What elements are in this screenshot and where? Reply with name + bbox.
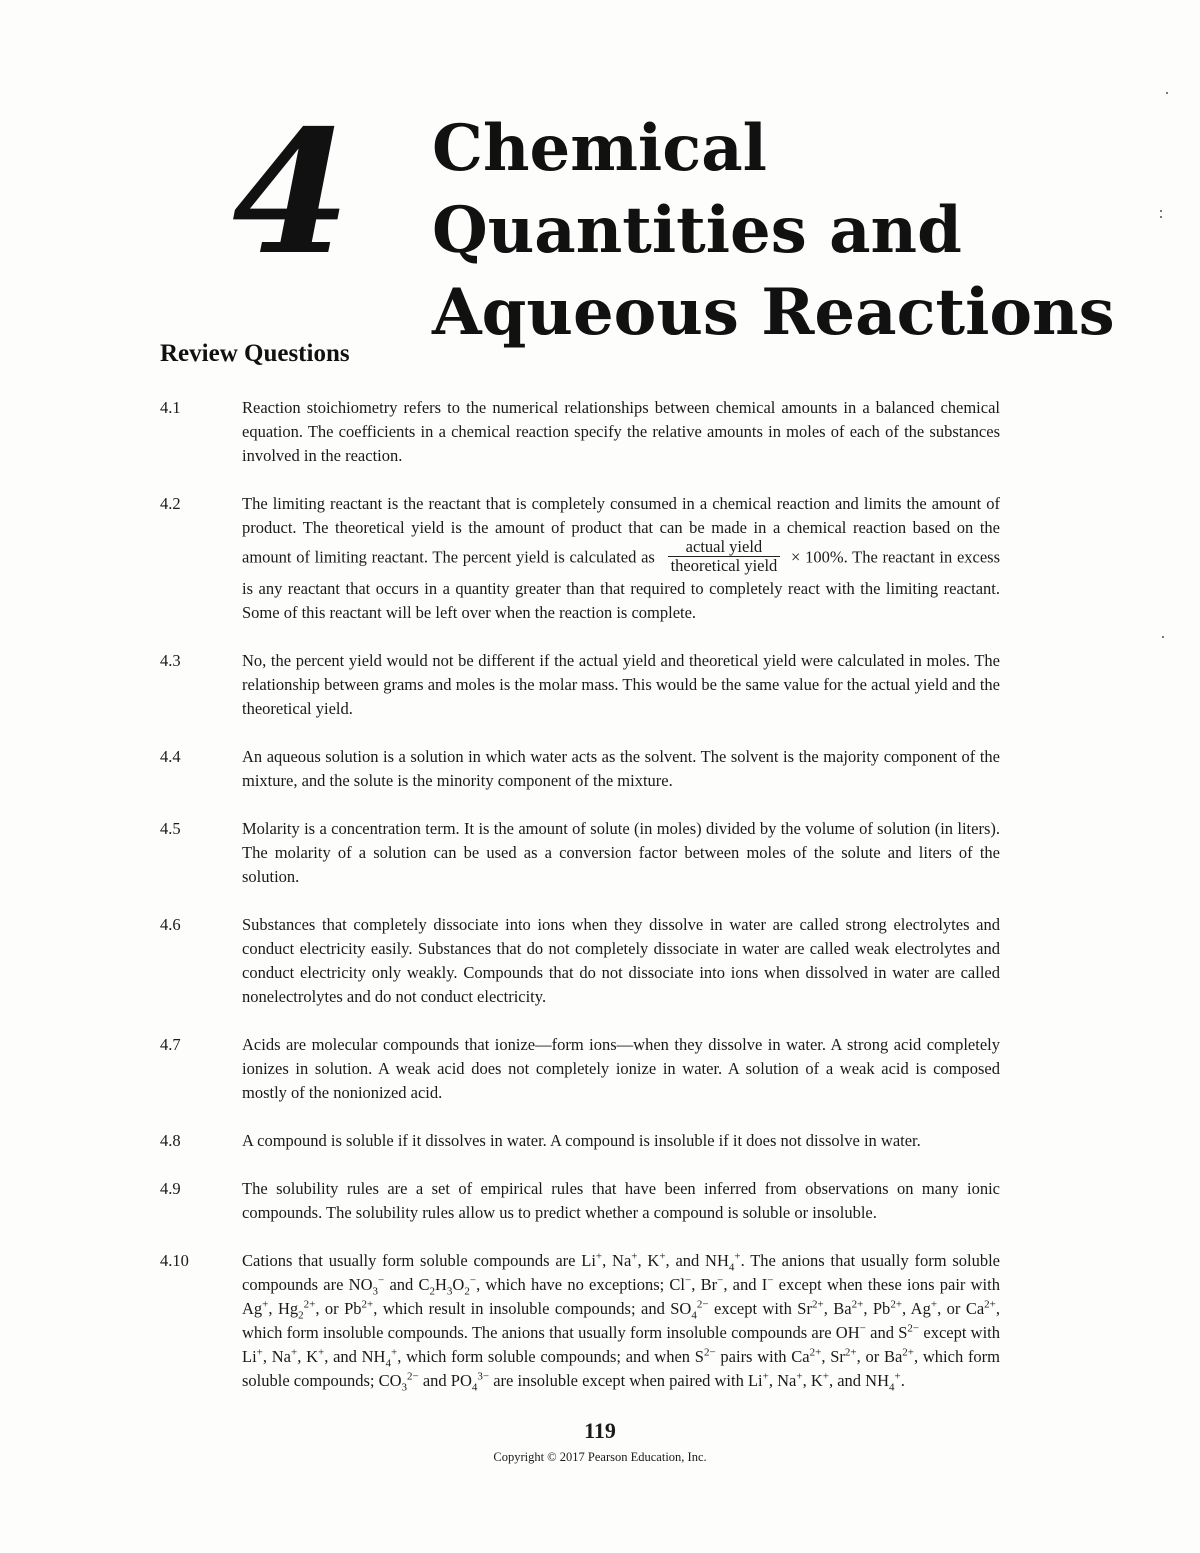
ion-charge: + <box>796 1370 803 1383</box>
ion-charge: 3− <box>477 1370 490 1383</box>
atom-subscript: 4 <box>691 1309 697 1322</box>
question-number: 4.2 <box>160 494 181 513</box>
ion-charge: 2− <box>696 1298 709 1311</box>
answer-text: , which form soluble compounds; and when S <box>397 1347 704 1366</box>
chapter-title-line: Aqueous Reactions <box>432 275 1115 350</box>
answer-text: , or Pb <box>315 1299 362 1318</box>
ion-charge: + <box>631 1250 638 1263</box>
question-item <box>160 1129 1000 1153</box>
atom-subscript: 4 <box>889 1381 895 1394</box>
question-answer <box>242 1249 1000 1393</box>
answer-text: except with Li <box>242 1323 1001 1366</box>
question-number: 4.8 <box>160 1131 181 1150</box>
answer-text: and C <box>384 1275 430 1294</box>
question-number: 4.9 <box>160 1179 181 1198</box>
review-questions-list <box>160 396 1000 1417</box>
question-number: 4.3 <box>160 651 181 670</box>
question-item <box>160 1177 1000 1225</box>
answer-text: , K <box>802 1371 823 1390</box>
ion-charge: + <box>734 1250 741 1263</box>
scan-speck <box>1166 92 1168 94</box>
copyright-notice: Copyright © 2017 Pearson Education, Inc. <box>493 1450 707 1464</box>
answer-text: , Pb <box>863 1299 891 1318</box>
question-item <box>160 1249 1000 1393</box>
answer-text: The limiting reactant is the reactant that is completely consumed in a chemical reaction and limits the amount of product. The theoretical yield is the amount of product that can be made in a chemical reaction based on the amount of limiting reactant. The percent yield is calculated as <box>242 494 1000 567</box>
ion-charge: + <box>762 1370 769 1383</box>
ion-charge: + <box>659 1250 666 1263</box>
ion-charge: 2+ <box>890 1298 903 1311</box>
atom-subscript: 4 <box>471 1381 478 1394</box>
atom-subscript: 3 <box>401 1381 407 1394</box>
answer-text: , which result in insoluble compounds; and SO <box>373 1299 692 1318</box>
question-answer: A compound is soluble if it dissolves in water. A compound is insoluble if it does not dissolve in water. <box>242 1131 921 1150</box>
answer-text: O <box>452 1275 465 1294</box>
percent-yield-fraction <box>668 538 781 575</box>
answer-text: except when these ions pair with Ag <box>242 1275 1000 1318</box>
ion-charge: 2− <box>907 1322 920 1335</box>
atom-subscript: 4 <box>728 1261 735 1274</box>
question-number: 4.5 <box>160 819 181 838</box>
answer-text: . The anions that usually form soluble compounds are NO <box>242 1251 1000 1294</box>
ion-charge: + <box>262 1298 269 1311</box>
ion-charge: + <box>256 1346 263 1359</box>
answer-text: , and I <box>723 1275 768 1294</box>
answer-text: , Ba <box>823 1299 852 1318</box>
ion-charge: 2+ <box>902 1346 915 1359</box>
ion-charge: + <box>390 1346 398 1359</box>
ion-charge: 2− <box>703 1346 716 1359</box>
ion-charge: 2+ <box>844 1346 857 1359</box>
question-item <box>160 396 1000 468</box>
chapter-number: 4 <box>232 93 347 293</box>
answer-text: , or Ba <box>856 1347 903 1366</box>
atom-subscript: 3 <box>372 1285 378 1298</box>
question-answer: An aqueous solution is a solution in which water acts as the solvent. The solvent is the majority component of the mixture, and the solute is the minority component of the mixture. <box>242 747 1000 790</box>
question-answer: The solubility rules are a set of empirical rules that have been inferred from observations on many ionic compounds. The solubility rules allow us to predict whether a compound is soluble or insoluble. <box>242 1179 1000 1222</box>
question-number: 4.1 <box>160 398 181 417</box>
atom-subscript: 2 <box>298 1309 304 1322</box>
answer-text: , K <box>637 1251 660 1270</box>
ion-charge: + <box>318 1346 325 1359</box>
question-item <box>160 817 1000 889</box>
answer-text: , Br <box>691 1275 718 1294</box>
ion-charge: + <box>930 1298 938 1311</box>
answer-text: , K <box>297 1347 318 1366</box>
atom-subscript: 2 <box>429 1285 435 1298</box>
ion-charge: + <box>822 1370 829 1383</box>
answer-text: , Na <box>262 1347 291 1366</box>
answer-text: , Na <box>602 1251 632 1270</box>
answer-text: , and NH <box>665 1251 729 1270</box>
question-item <box>160 492 1000 625</box>
answer-text: are insoluble except when paired with Li <box>489 1371 763 1390</box>
question-answer: Reaction stoichiometry refers to the numerical relationships between chemical amounts in a balanced chemical equation. The coefficients in a chemical reaction specify the relative amounts in moles of each of the substances involved in the reaction. <box>242 398 1000 465</box>
answer-text: Cations that usually form soluble compounds are Li <box>242 1251 596 1270</box>
answer-text: except with Sr <box>708 1299 812 1318</box>
answer-text: and S <box>865 1323 908 1342</box>
answer-text: , Hg <box>268 1299 299 1318</box>
answer-text: , Sr <box>821 1347 845 1366</box>
question-answer: Substances that completely dissociate into ions when they dissolve in water are called strong electrolytes and conduct electricity easily. Substances that do not completely dissociate in water are called weak electrolytes and conduct electricity only weakly. Compounds that do not dissociate into ions when dissolved in water are called nonelectrolytes and do not conduct electricity. <box>242 915 1000 1006</box>
answer-text: , which form insoluble compounds. The anions that usually form insoluble compounds are OH <box>242 1299 1001 1342</box>
question-item <box>160 1033 1000 1105</box>
ion-charge: 2− <box>407 1370 419 1383</box>
answer-text: , and NH <box>828 1371 889 1390</box>
atom-subscript: 3 <box>446 1285 453 1298</box>
answer-text: . <box>900 1371 905 1390</box>
scan-speck <box>1160 216 1162 218</box>
answer-text: × 100%. The reactant in excess is any reactant that occurs in a quantity greater than that required to completely react with the limiting reactant. Some of this reactant will be left over when the reaction is complete. <box>242 547 1001 622</box>
page-number: 119 <box>584 1418 616 1443</box>
chapter-title <box>432 108 1115 354</box>
ion-charge: − <box>859 1322 866 1335</box>
answer-text: , which form soluble compounds; CO <box>242 1347 1001 1390</box>
fraction-denominator: theoretical yield <box>670 556 778 575</box>
question-answer: Acids are molecular compounds that ionize—form ions—when they dissolve in water. A strong acid completely ionizes in solution. A weak acid does not completely ionize in water. A solution of a weak acid is composed mostly of the nonionized acid. <box>242 1035 1000 1102</box>
answer-text: , which have no exceptions; Cl <box>476 1275 686 1294</box>
ion-charge: − <box>767 1274 774 1287</box>
chapter-title-line: Chemical <box>432 111 767 186</box>
atom-subscript: 4 <box>385 1357 391 1370</box>
ion-charge: − <box>685 1274 692 1287</box>
scan-speck <box>1160 210 1162 212</box>
ion-charge: + <box>595 1250 603 1263</box>
question-number: 4.6 <box>160 915 181 934</box>
question-answer: Molarity is a concentration term. It is the amount of solute (in moles) divided by the volume of solution (in liters). The molarity of a solution can be used as a conversion factor between moles of the solute and liters of the solution. <box>242 819 1000 886</box>
question-answer <box>242 492 1000 625</box>
ion-charge: 2+ <box>851 1298 864 1311</box>
answer-text: , Na <box>768 1371 797 1390</box>
ion-charge: + <box>894 1370 901 1383</box>
answer-text: H <box>435 1275 447 1294</box>
question-answer: No, the percent yield would not be different if the actual yield and theoretical yield were calculated in moles. The relationship between grams and moles is the molar mass. This would be the same value for the actual yield and the theoretical yield. <box>242 651 1000 718</box>
ion-charge: 2+ <box>809 1346 822 1359</box>
ion-charge: 2+ <box>984 1298 996 1311</box>
atom-subscript: 2 <box>464 1285 470 1298</box>
answer-text: and PO <box>418 1371 472 1390</box>
ion-charge: − <box>469 1274 477 1287</box>
question-item <box>160 913 1000 1009</box>
ion-charge: 2+ <box>303 1298 316 1311</box>
ion-charge: − <box>717 1274 724 1287</box>
ion-charge: 2+ <box>361 1298 374 1311</box>
question-number: 4.7 <box>160 1035 181 1054</box>
ion-charge: − <box>378 1274 385 1287</box>
chapter-title-line: Quantities and <box>432 193 962 268</box>
question-item <box>160 649 1000 721</box>
ion-charge: + <box>291 1346 298 1359</box>
answer-text: , Ag <box>902 1299 931 1318</box>
question-number: 4.10 <box>160 1251 189 1270</box>
answer-text: , and NH <box>324 1347 386 1366</box>
answer-text: pairs with Ca <box>715 1347 810 1366</box>
question-number: 4.4 <box>160 747 181 766</box>
answer-text: , or Ca <box>937 1299 985 1318</box>
section-heading: Review Questions <box>160 340 350 367</box>
fraction-numerator: actual yield <box>668 538 781 557</box>
question-item <box>160 745 1000 793</box>
ion-charge: 2+ <box>811 1298 824 1311</box>
scan-speck <box>1162 636 1164 638</box>
